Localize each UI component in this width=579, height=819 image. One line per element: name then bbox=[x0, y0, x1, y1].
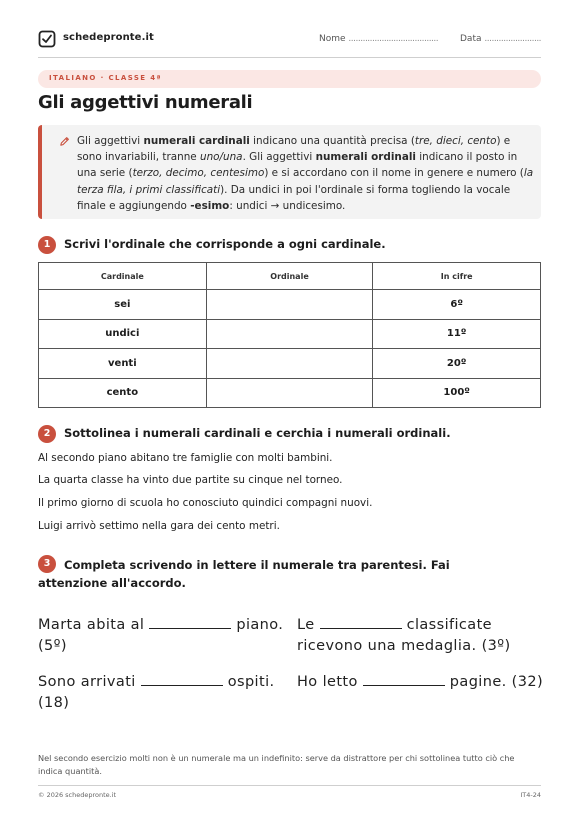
fill-text-after: classificate bbox=[401, 617, 492, 633]
exercise-sentence[interactable]: Il primo giorno di scuola ho conosciuto quindici compagni nuovi. bbox=[38, 497, 373, 509]
fill-text-after: ospiti. bbox=[222, 674, 275, 690]
fill-hint: ricevono una medaglia. (3º) bbox=[297, 638, 511, 654]
fill-text-after: piano. bbox=[231, 617, 284, 633]
fill-hint: (18) bbox=[38, 695, 70, 711]
answer-blank[interactable] bbox=[149, 615, 231, 629]
column-header: Cardinale bbox=[39, 263, 207, 290]
table-header-row bbox=[39, 263, 541, 290]
exercise-sentence[interactable]: Luigi arrivò settimo nella gara dei cento metri. bbox=[38, 520, 280, 532]
exercise-title: Scrivi l'ordinale che corrisponde a ogni cardinale. bbox=[64, 237, 386, 251]
table-row bbox=[39, 349, 541, 379]
table-row bbox=[39, 319, 541, 349]
fill-item bbox=[297, 615, 547, 657]
answer-blank[interactable] bbox=[320, 615, 402, 629]
name-label: Nome bbox=[319, 34, 346, 44]
column-header: Ordinale bbox=[206, 263, 373, 290]
fill-item bbox=[38, 615, 288, 657]
fill-text-before: Marta abita al bbox=[38, 617, 150, 633]
fill-text-before: Ho letto bbox=[297, 674, 363, 690]
digits-cell: 20º bbox=[373, 349, 541, 379]
fill-text-after: pagine. (32) bbox=[444, 674, 544, 690]
site-logo-text: schedepronte.it bbox=[63, 32, 154, 43]
subject-badge-text: ITALIANO · CLASSE 4ª bbox=[49, 74, 162, 82]
table-row bbox=[39, 290, 541, 320]
cardinal-cell: venti bbox=[39, 349, 207, 379]
fill-item bbox=[297, 672, 547, 693]
name-dots: ...................................... bbox=[348, 34, 439, 44]
date-field[interactable] bbox=[460, 34, 541, 44]
digits-cell: 100º bbox=[373, 378, 541, 408]
name-field[interactable] bbox=[319, 34, 438, 44]
ordinal-answer-cell[interactable] bbox=[206, 378, 373, 408]
fill-text-before: Le bbox=[297, 617, 320, 633]
ordinal-answer-cell[interactable] bbox=[206, 349, 373, 379]
exercise-number: 2 bbox=[38, 425, 56, 443]
answer-blank[interactable] bbox=[363, 672, 445, 686]
table-row bbox=[39, 378, 541, 408]
answer-blank[interactable] bbox=[141, 672, 223, 686]
exercise-sentence[interactable]: La quarta classe ha vinto due partite su cinque nel torneo. bbox=[38, 474, 343, 486]
ordinal-answer-cell[interactable] bbox=[206, 319, 373, 349]
page-title: Gli aggettivi numerali bbox=[38, 92, 253, 113]
exercise-number: 1 bbox=[38, 236, 56, 254]
exercise-title: Sottolinea i numerali cardinali e cerchia i numerali ordinali. bbox=[64, 426, 451, 440]
worksheet-code: IT4-24 bbox=[520, 791, 541, 799]
info-text: Gli aggettivi numerali cardinali indicano una quantità precisa (tre, dieci, cento) e sono invariabili, tranne uno/una. Gli aggettivi numerali ordinali indicano il posto in una serie (terzo, decimo, centesimo) e si accordano con il nome in genere e numero (la terza fila, i primi classificati). Da undici in poi l'ordinale si forma togliendo la vocale finale e aggiungendo -esimo: undici → undicesimo. bbox=[77, 135, 534, 212]
ordinal-table bbox=[38, 262, 541, 408]
page-footer bbox=[38, 785, 541, 799]
cardinal-cell: sei bbox=[39, 290, 207, 320]
copyright-text: © 2026 schedepronte.it bbox=[38, 791, 117, 799]
cardinal-cell: cento bbox=[39, 378, 207, 408]
info-box bbox=[38, 125, 541, 219]
exercise-number: 3 bbox=[38, 555, 56, 573]
subject-badge bbox=[38, 70, 541, 88]
ordinal-answer-cell[interactable] bbox=[206, 290, 373, 320]
date-dots: ........................ bbox=[484, 34, 542, 44]
page-header bbox=[38, 28, 541, 58]
digits-cell: 11º bbox=[373, 319, 541, 349]
exercise-title: Completa scrivendo in lettere il numerale tra parentesi. Fai attenzione all'accordo. bbox=[38, 558, 450, 590]
digits-cell: 6º bbox=[373, 290, 541, 320]
fill-hint: (5º) bbox=[38, 638, 67, 654]
cardinal-cell: undici bbox=[39, 319, 207, 349]
pencil-icon bbox=[59, 136, 70, 147]
exercise-sentence[interactable]: Al secondo piano abitano tre famiglie con molti bambini. bbox=[38, 452, 333, 464]
date-label: Data bbox=[460, 34, 482, 44]
fill-text-before: Sono arrivati bbox=[38, 674, 141, 690]
column-header: In cifre bbox=[373, 263, 541, 290]
checkbox-logo-icon bbox=[38, 30, 56, 48]
teacher-note: Nel secondo esercizio molti non è un numerale ma un indefinito: serve da distrattore per chi sottolinea tutto ciò che indica quantità. bbox=[38, 753, 515, 776]
fill-item bbox=[38, 672, 288, 714]
